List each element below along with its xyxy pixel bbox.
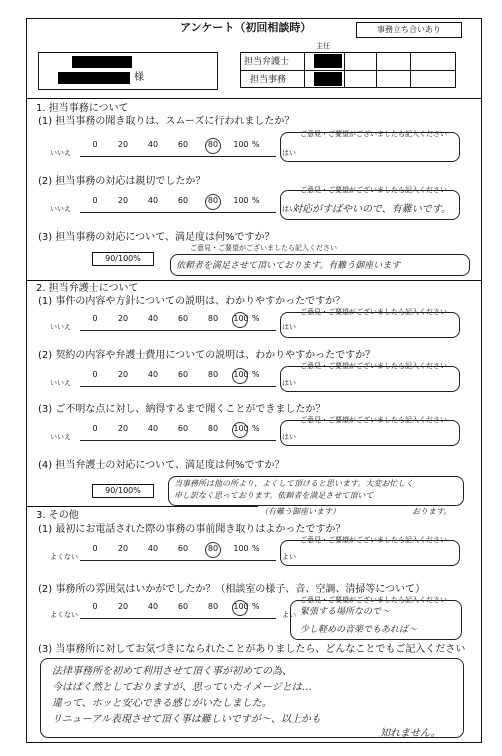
tick-20: 20 <box>117 544 129 553</box>
tick-60: 60 <box>177 370 189 379</box>
scale-unit: % <box>252 314 260 323</box>
scale-line <box>80 618 276 619</box>
selected-circle <box>232 312 248 328</box>
s1-q2-scale-inner <box>50 194 310 220</box>
chief-label: 主任 <box>316 42 330 50</box>
tick-20: 20 <box>117 314 129 323</box>
divider-1 <box>26 98 482 99</box>
s1-q1-scale-inner <box>50 138 310 164</box>
s2-q4-comment-3: おります。 <box>412 507 452 516</box>
s3-q3-comment-2: 今はぱく然としておりますが、思っていたイメージとは… <box>52 682 312 693</box>
redacted-lawyer <box>314 54 342 68</box>
tick-100: 100 <box>233 370 249 379</box>
redacted-staff <box>314 72 342 86</box>
s1-q2-prompt: ご意見・ご要望がございましたら記入ください <box>300 186 447 194</box>
s1-q3-satisfaction: 90/100% <box>92 252 154 266</box>
s2-q4-text: (4) 担当弁護士の対応について、満足度は何%ですか？ <box>38 460 285 471</box>
s1-q1-prompt: ご意見・ご要望がございましたら記入ください <box>300 130 447 138</box>
s1-q3-comment: 依頼者を満足させて頂いております。有難う御座います <box>176 261 401 271</box>
tick-100: 100 <box>233 314 249 323</box>
tick-100: 100 <box>233 602 249 611</box>
scale-unit: % <box>252 370 260 379</box>
s2-q4-comment-1: 当事務所は他の所より、よくして頂けると思います。大変お忙しく <box>174 479 414 488</box>
tick-60: 60 <box>177 544 189 553</box>
staff-present-tag: 事務立ち合いあり <box>356 22 462 38</box>
divider-3 <box>26 506 258 507</box>
tick-40: 40 <box>147 370 159 379</box>
s3-q3-comment-4: リニューアル表現させて頂く事は難しいですが〜、以上かも <box>52 714 321 725</box>
tick-80: 80 <box>207 370 219 379</box>
tick-40: 40 <box>147 602 159 611</box>
tick-20: 20 <box>117 140 129 149</box>
scale-low-label: よくない <box>50 553 78 561</box>
selected-circle <box>232 422 248 438</box>
tick-0: 0 <box>92 140 98 149</box>
scale-low-label: いいえ <box>50 149 71 157</box>
scale-low-label: いいえ <box>50 323 71 331</box>
staff-table-row-divider <box>240 70 456 71</box>
tick-40: 40 <box>147 544 159 553</box>
s2-q1-prompt: ご意見・ご要望がございましたら記入ください <box>300 308 447 316</box>
s2-q4-comment-2: 申し訳なく思っております。依頼者を満足させて頂いて <box>174 491 374 500</box>
tick-80: 80 <box>207 544 219 553</box>
tick-100: 100 <box>233 140 249 149</box>
scale-line <box>80 212 276 213</box>
tick-0: 0 <box>92 196 98 205</box>
tick-60: 60 <box>177 602 189 611</box>
s3-q3-text: (3) 当事務所に対してお気づきになられたことがありましたら、どんなことでもご記入ください <box>38 644 466 655</box>
tick-40: 40 <box>147 196 159 205</box>
scale-unit: % <box>252 424 260 433</box>
s2-q1-scale-inner <box>50 312 310 338</box>
scale-low-label: いいえ <box>50 433 71 441</box>
scale-unit: % <box>252 196 260 205</box>
tick-0: 0 <box>92 370 98 379</box>
staff-table-col-3 <box>376 52 377 88</box>
section-3-title: 3. その他 <box>36 510 79 521</box>
staff-table-col-2 <box>344 52 345 88</box>
scale-line <box>80 440 276 441</box>
tick-20: 20 <box>117 370 129 379</box>
s2-q3-scale-inner <box>50 422 310 448</box>
s2-q1-text: (1) 事件の内容や方針についての説明は、わかりやすかったですか？ <box>38 296 346 307</box>
s2-q1-scale <box>50 312 310 338</box>
tick-80: 80 <box>207 602 219 611</box>
scale-line <box>80 330 276 331</box>
s2-q4-comment-4: （有難う御座います） <box>260 507 340 516</box>
tick-80: 80 <box>207 196 219 205</box>
scale-high-label: はい <box>282 323 296 331</box>
s3-q1-text: (1) 最初にお電話された際の事務の事前聞き取りはよかったですか？ <box>38 524 346 535</box>
s2-q3-scale <box>50 422 310 448</box>
s3-q2-comment-2: 少し軽めの音楽でもあれば〜 <box>300 625 418 635</box>
scale-high-label: よい <box>282 553 296 561</box>
s3-q3-comment-3: 違って、ホッと安心できる感じがいたしました。 <box>52 698 272 709</box>
survey-title: アンケート（初回相談時） <box>180 21 312 34</box>
scale-low-label: いいえ <box>50 379 71 387</box>
scale-high-label: よい <box>282 611 296 619</box>
divider-2 <box>26 280 482 281</box>
s3-q3-comment-5: 知れません。 <box>380 728 441 739</box>
selected-circle <box>205 194 221 210</box>
scale-high-label: はい <box>282 379 296 387</box>
scale-line <box>80 386 276 387</box>
s1-q1-text: (1) 担当事務の聞き取りは、スムーズに行われましたか？ <box>38 116 295 127</box>
s1-q2-comment: 対応がすばやいので、有難いです。 <box>292 204 451 215</box>
scale-unit: % <box>252 602 260 611</box>
staff-table-col-1 <box>304 52 305 88</box>
s3-q2-text: (2) 事務所の雰囲気はいかがでしたか？（相談室の様子、音、空調、清掃等について） <box>38 584 426 595</box>
tick-40: 40 <box>147 424 159 433</box>
lawyer-label: 担当弁護士 <box>244 57 290 67</box>
s2-q2-text: (2) 契約の内容や弁護士費用についての説明は、わかりやすかったですか？ <box>38 350 376 361</box>
scale-high-label: はい <box>282 433 296 441</box>
s2-q4-satisfaction: 90/100% <box>92 484 154 498</box>
tick-60: 60 <box>177 424 189 433</box>
tick-100: 100 <box>233 424 249 433</box>
s3-q2-scale-inner <box>50 600 310 626</box>
tick-0: 0 <box>92 314 98 323</box>
s2-q3-prompt: ご意見・ご要望がございましたら記入ください <box>300 416 447 424</box>
s1-q2-scale <box>50 194 310 220</box>
staff-label: 担当事務 <box>250 75 287 85</box>
scale-line <box>80 560 276 561</box>
tick-20: 20 <box>117 424 129 433</box>
tick-100: 100 <box>233 544 249 553</box>
scale-line <box>80 156 276 157</box>
redacted-name-2 <box>58 72 130 84</box>
selected-circle <box>205 138 221 154</box>
s1-q2-text: (2) 担当事務の対応は親切でしたか？ <box>38 176 206 187</box>
scale-low-label: いいえ <box>50 205 71 213</box>
selected-circle <box>232 368 248 384</box>
scale-unit: % <box>252 544 260 553</box>
s3-q2-comment-1: 緊張する場所なので〜 <box>300 607 391 617</box>
tick-20: 20 <box>117 196 129 205</box>
scale-high-label: はい <box>282 149 296 157</box>
scale-low-label: よくない <box>50 611 78 619</box>
s2-q2-scale <box>50 368 310 394</box>
scale-high-label: はい <box>282 205 296 213</box>
s3-q1-prompt: ご意見・ご要望がございましたら記入ください <box>300 536 447 544</box>
selected-circle <box>205 542 221 558</box>
tick-20: 20 <box>117 602 129 611</box>
tick-60: 60 <box>177 140 189 149</box>
redacted-name-1 <box>72 56 132 68</box>
s2-q3-text: (3) ご不明な点に対し、納得するまで聞くことができましたか？ <box>38 404 326 415</box>
tick-40: 40 <box>147 140 159 149</box>
tick-60: 60 <box>177 196 189 205</box>
section-2-title: 2. 担当弁護士について <box>36 283 139 294</box>
tick-80: 80 <box>207 424 219 433</box>
scale-unit: % <box>252 140 260 149</box>
s3-q2-prompt: ご意見・ご要望がございましたら記入ください <box>300 596 447 604</box>
section-1-title: 1. 担当事務について <box>36 103 129 114</box>
selected-circle <box>232 600 248 616</box>
tick-0: 0 <box>92 424 98 433</box>
name-suffix: 様 <box>134 72 144 83</box>
s1-q3-text: (3) 担当事務の対応について、満足度は何%ですか？ <box>38 232 275 243</box>
tick-40: 40 <box>147 314 159 323</box>
s2-q2-prompt: ご意見・ご要望がございましたら記入ください <box>300 362 447 370</box>
tick-0: 0 <box>92 544 98 553</box>
tick-0: 0 <box>92 602 98 611</box>
s3-q3-comment-1: 法律事務所を初めて利用させて頂く事が初めての為、 <box>52 666 292 677</box>
s1-q1-scale <box>50 138 310 164</box>
s1-q3-prompt: ご意見・ご要望がございましたら記入ください <box>190 244 337 252</box>
tick-80: 80 <box>207 140 219 149</box>
tick-60: 60 <box>177 314 189 323</box>
s2-q2-scale-inner <box>50 368 310 394</box>
s3-q1-scale <box>50 542 310 568</box>
staff-table-col-4 <box>410 52 411 88</box>
tick-100: 100 <box>233 196 249 205</box>
s3-q1-scale-inner <box>50 542 310 568</box>
tick-80: 80 <box>207 314 219 323</box>
s3-q2-scale <box>50 600 310 626</box>
